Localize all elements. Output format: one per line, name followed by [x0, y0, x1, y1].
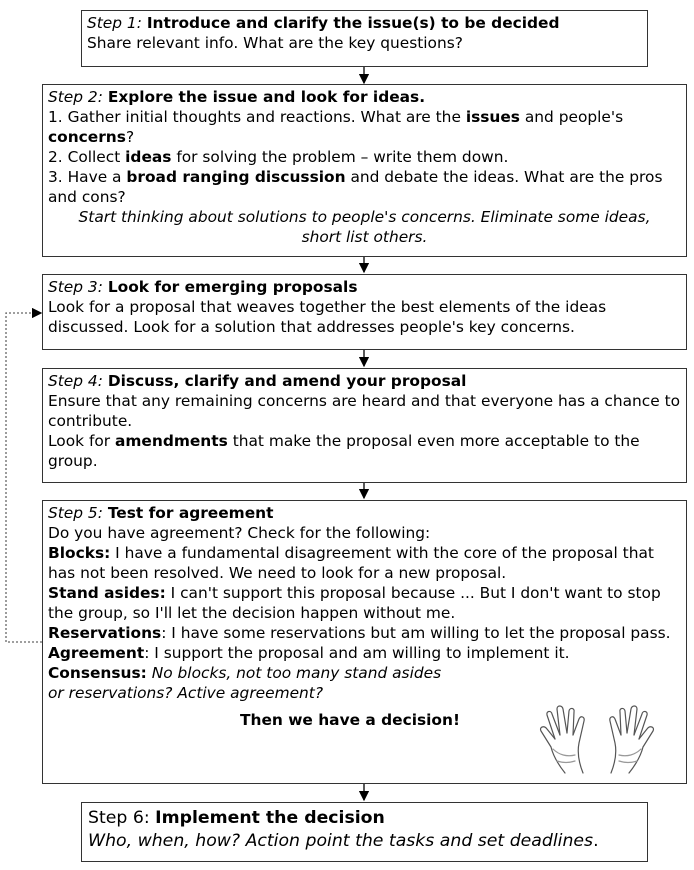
- step-5-title: Test for agreement: [107, 504, 274, 522]
- step-2-box: [42, 84, 687, 257]
- step-1-box: [81, 10, 648, 67]
- step-4-label: Step 4:: [48, 372, 103, 390]
- step-5-decision: Then we have a decision!: [240, 711, 460, 729]
- step-6-label: Step 6:: [88, 808, 156, 828]
- step-1-title: Introduce and clarify the issue(s) to be decided: [146, 14, 560, 32]
- step-6-body: Who, when, how? Action point the tasks and set deadlines.: [88, 831, 599, 851]
- step-2-title: Explore the issue and look for ideas.: [107, 88, 426, 106]
- step-2-item-3: 3. Have a broad ranging discussion and debate the ideas. What are the pros and cons?: [48, 168, 663, 206]
- step-5-consensus: Consensus: No blocks, not too many stand asides or reservations? Active agreement?: [48, 664, 442, 702]
- step-3-title: Look for emerging proposals: [107, 278, 358, 296]
- step-5-label: Step 5:: [48, 504, 103, 522]
- step-4-title: Discuss, clarify and amend your proposal: [107, 372, 467, 390]
- step-5-stand-asides: Stand asides: I can't support this proposal because ... But I don't want to stop the group, so I'll let the decision happen without me.: [48, 584, 661, 622]
- step-1-label: Step 1:: [87, 14, 142, 32]
- step-6-box: [81, 802, 648, 862]
- step-5-reservations: Reservations: I have some reservations but am willing to let the proposal pass.: [48, 624, 671, 642]
- step-3-body: Look for a proposal that weaves together the best elements of the ideas discussed. Look for a solution that addresses people's key concerns.: [48, 298, 607, 336]
- step-4-body-1: Ensure that any remaining concerns are heard and that everyone has a chance to contribute.: [48, 392, 681, 430]
- step-2-note: Start thinking about solutions to people's concerns. Eliminate some ideas, short list others.: [78, 208, 651, 246]
- step-2-label: Step 2:: [48, 88, 103, 106]
- step-5-blocks: Blocks: I have a fundamental disagreement with the core of the proposal that has not been resolved. We need to look for a new proposal.: [48, 544, 654, 582]
- step-4-box: [42, 368, 687, 483]
- step-1-body: Share relevant info. What are the key questions?: [87, 34, 463, 52]
- step-3-box: [42, 274, 687, 350]
- step-2-item-1: 1. Gather initial thoughts and reactions. What are the issues and people's concerns?: [48, 108, 624, 146]
- raised-hands-icon: [535, 705, 659, 777]
- step-5-box: [42, 500, 687, 784]
- step-5-agreement: Agreement: I support the proposal and am willing to implement it.: [48, 644, 570, 662]
- step-4-body-2: Look for amendments that make the proposal even more acceptable to the group.: [48, 432, 640, 470]
- step-2-item-2: 2. Collect ideas for solving the problem – write them down.: [48, 148, 509, 166]
- step-5-intro: Do you have agreement? Check for the following:: [48, 524, 431, 542]
- right-hand: [610, 706, 654, 773]
- loop-back-arrow: [6, 313, 42, 642]
- left-hand: [541, 706, 585, 773]
- step-6-title: Implement the decision: [155, 808, 385, 828]
- step-3-label: Step 3:: [48, 278, 103, 296]
